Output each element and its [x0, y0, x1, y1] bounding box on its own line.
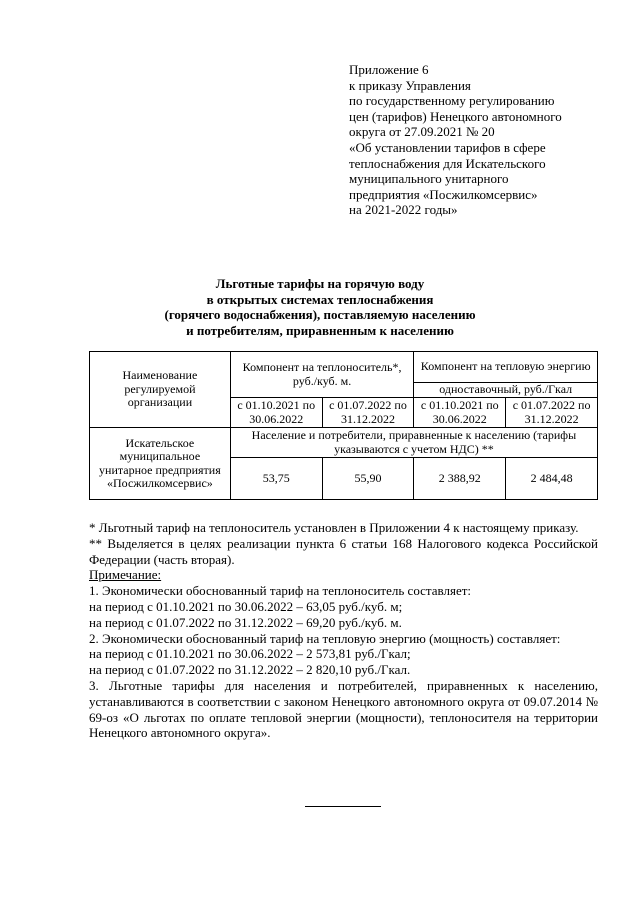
annex-line: округа от 27.09.2021 № 20: [349, 124, 495, 140]
document-title: [0, 276, 640, 338]
title-line: в открытых системах теплоснабжения: [206, 291, 434, 307]
period-header: с 01.10.2021 по 30.06.2022: [230, 398, 322, 428]
tariff-value: 2 484,48: [506, 458, 598, 500]
note-item: 1. Экономически обоснованный тариф на теплоноситель составляет:: [89, 583, 472, 599]
note-item: на период с 01.10.2021 по 30.06.2022 – 63,05 руб./куб. м;: [89, 598, 403, 614]
annex-line: на 2021-2022 годы»: [349, 202, 458, 218]
notes-block: [89, 520, 598, 741]
annex-line: по государственному регулированию: [349, 93, 555, 109]
note-item: 2. Экономически обоснованный тариф на тепловую энергию (мощность) составляет:: [89, 630, 561, 646]
note-item: на период с 01.07.2022 по 31.12.2022 – 2 820,10 руб./Гкал.: [89, 662, 411, 678]
title-line: Льготные тарифы на горячую воду: [215, 276, 425, 291]
annex-line: к приказу Управления: [349, 77, 471, 93]
annex-line: предприятия «Посжилкомсервис»: [349, 186, 538, 202]
annex-reference-block: [349, 62, 619, 218]
annex-line: Приложение 6: [349, 62, 429, 77]
tariff-value: 55,90: [322, 458, 414, 500]
note-item: на период с 01.07.2022 по 31.12.2022 – 69,20 руб./куб. м.: [89, 614, 402, 630]
annex-line: муниципального унитарного: [349, 171, 509, 187]
note-heading: Примечание:: [89, 567, 162, 583]
period-header: с 01.07.2022 по 31.12.2022: [322, 398, 414, 428]
energy-component-header: Компонент на тепловую энергию: [414, 352, 598, 383]
annex-line: «Об установлении тарифов в сфере: [349, 139, 546, 155]
tariffs-table: [89, 351, 598, 500]
tariff-value: 53,75: [230, 458, 322, 500]
org-column-header: Наименование регулируемой организации: [90, 352, 231, 428]
org-name-cell: Искательское муниципальное унитарное предприятия «Посжилкомсервис»: [90, 428, 231, 500]
title-line: и потребителям, приравненным к населению: [186, 322, 454, 338]
title-line: (горячего водоснабжения), поставляемую населению: [164, 307, 476, 323]
period-header: с 01.10.2021 по 30.06.2022: [414, 398, 506, 428]
annex-line: цен (тарифов) Ненецкого автономного: [349, 108, 562, 124]
annex-line: теплоснабжения для Искательского: [349, 155, 546, 171]
tariff-value: 2 388,92: [414, 458, 506, 500]
period-header: с 01.07.2022 по 31.12.2022: [506, 398, 598, 428]
consumer-group-label: Население и потребители, приравненные к населению (тарифы указываются с учетом НДС) **: [230, 428, 597, 458]
note-item: на период с 01.10.2021 по 30.06.2022 – 2 573,81 руб./Гкал;: [89, 646, 411, 662]
end-separator-line: [305, 806, 381, 807]
note-item: 3. Льготные тарифы для населения и потребителей, приравненных к населению, устанавливаются в соответствии с законом Ненецкого автономного округа от 09.07.2014 № 69-оз «О льготах по оплате тепловой энергии (мощности), теплоносителя на территории Ненецкого автономного округа».: [89, 677, 598, 741]
energy-rate-subheader: одноставочный, руб./Гкал: [414, 383, 598, 398]
coolant-component-header: Компонент на теплоноситель*, руб./куб. м.: [230, 352, 414, 398]
footnote-coolant: * Льготный тариф на теплоноситель установлен в Приложении 4 к настоящему приказу.: [89, 520, 579, 535]
footnote-vat: ** Выделяется в целях реализации пункта 6 статьи 168 Налогового кодекса Российской Федерации (часть вторая).: [89, 535, 598, 567]
